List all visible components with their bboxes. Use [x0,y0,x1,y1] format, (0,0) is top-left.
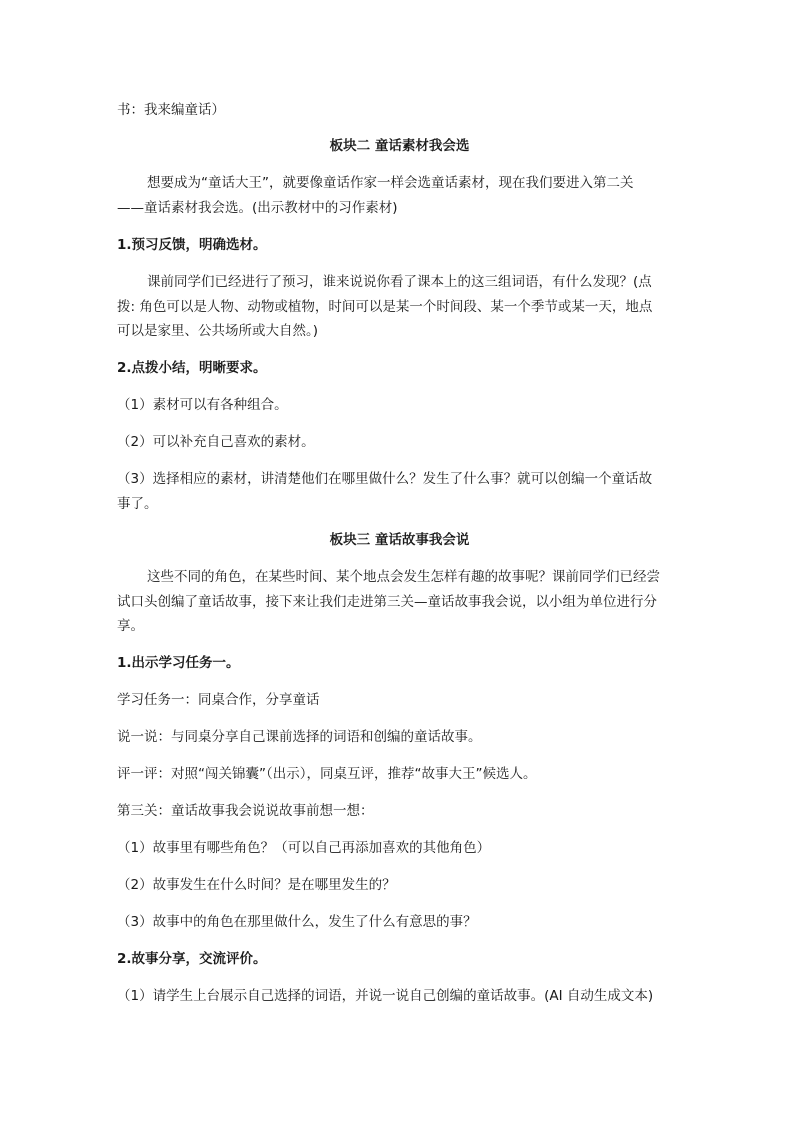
section2-intro-line2: ——童话素材我会选。(出示教材中的习作素材) [117,200,398,216]
section3-item1-title: 1.出示学习任务一。 [117,655,240,671]
question-2: （2）故事发生在什么时间？是在哪里发生的？ [117,877,396,893]
section3-heading: 板块三 童话故事我会说 [329,532,470,548]
section2-item2-title: 2.点拨小结，明晰要求。 [117,360,267,376]
task-title: 学习任务一：同桌合作，分享童话 [117,692,320,708]
section2-item1-title: 1.预习反馈，明确选材。 [117,237,267,253]
section2-item1-line3: 可以是家里、公共场所或大自然。) [117,323,319,339]
requirement-1: （1）素材可以有各种组合。 [117,397,288,413]
continuation-text: 书：我来编童话） [117,102,225,118]
section3-intro-line1: 这些不同的角色，在某些时间、某个地点会发生怎样有趣的故事呢？课前同学们已经尝 [147,569,660,585]
section2-heading: 板块二 童话素材我会选 [329,138,470,154]
question-1: （1）故事里有哪些角色？（可以自己再添加喜欢的其他角色） [117,840,491,856]
say-instruction: 说一说：与同桌分享自己课前选择的词语和创编的童话故事。 [117,729,482,745]
section2-item1-line2: 拨: 角色可以是人物、动物或植物，时间可以是某一个时间段、某一个季节或某一天，地点 [117,299,653,315]
question-3: （3）故事中的角色在那里做什么，发生了什么有意思的事？ [117,914,477,930]
section3-intro-line3: 享。 [117,618,144,634]
requirement-3-line2: 事了。 [117,496,158,512]
section2-intro-line1: 想要成为“童话大王”，就要像童话作家一样会选童话素材，现在我们要进入第二关 [147,175,634,191]
section2-item1-line1: 课前同学们已经进行了预习，谁来说说你看了课本上的这三组词语，有什么发现？(点 [147,274,652,290]
share-step-1: （1）请学生上台展示自己选择的词语，并说一说自己创编的童话故事。(AI 自动生成文本) [117,988,654,1004]
level3-prompt: 第三关：童话故事我会说说故事前想一想： [117,803,374,819]
section3-intro-line2: 试口头创编了童话故事，接下来让我们走进第三关—童话故事我会说，以小组为单位进行分 [117,594,657,610]
review-instruction: 评一评：对照“闯关锦囊”（出示），同桌互评，推荐“故事大王”候选人。 [117,766,537,782]
section3-item2-title: 2.故事分享，交流评价。 [117,951,267,967]
requirement-3-line1: （3）选择相应的素材，讲清楚他们在哪里做什么？发生了什么事？就可以创编一个童话故 [117,471,653,487]
requirement-2: （2）可以补充自己喜欢的素材。 [117,434,315,450]
